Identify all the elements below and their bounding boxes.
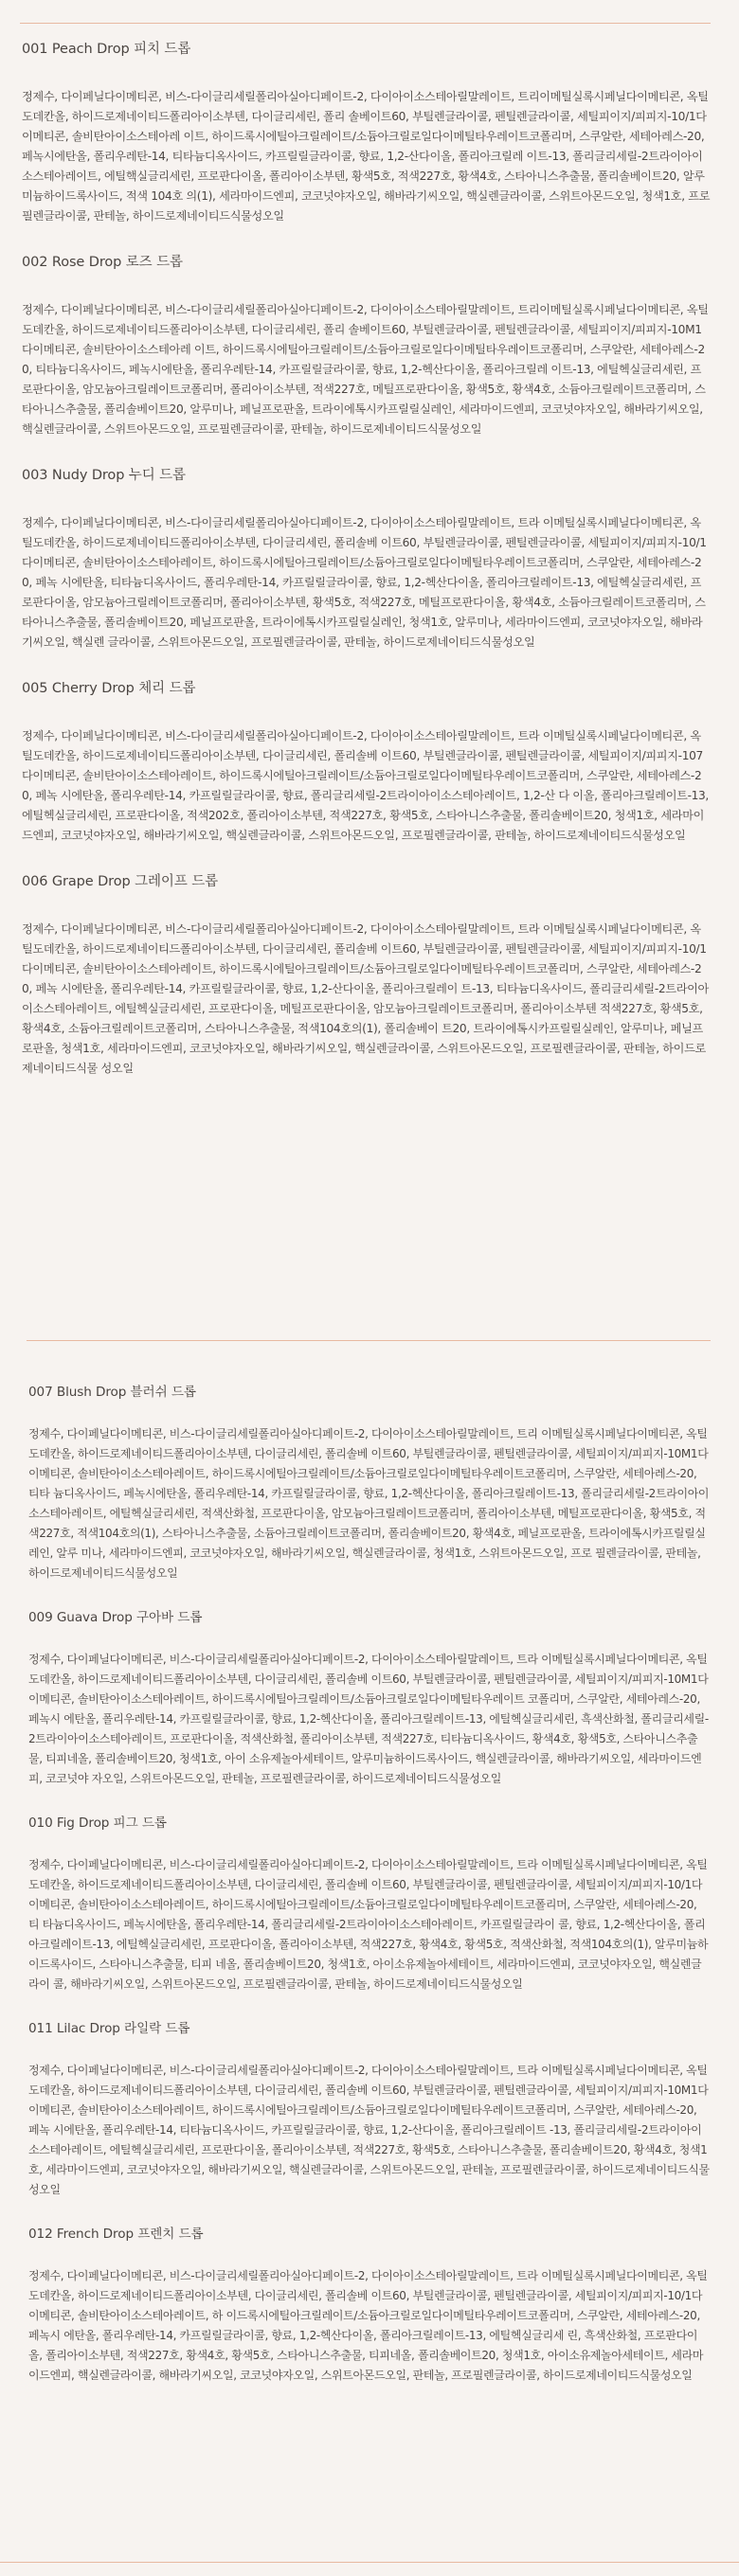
product-entry (22, 679, 711, 846)
product-entry (28, 1608, 711, 1789)
product-title: 005 Cherry Drop 체리 드롭 (22, 681, 196, 696)
product-title: 007 Blush Drop 블러쉬 드롭 (28, 1385, 196, 1400)
product-entry (22, 872, 711, 1079)
product-title: 003 Nudy Drop 누디 드롭 (22, 468, 186, 483)
product-title: 010 Fig Drop 피그 드롭 (28, 1816, 167, 1831)
product-ingredients: 정제수, 다이페닐다이메티콘, 비스-다이글리세릴폴리아실아디페이트-2, 다이아이소스테아릴말레이트, 트라 이메틸실록시페닐다이메티콘, 옥틸도데칸올, 하이드로제네이티드폴리아이소부텐, 다이글리세린, 폴리솔베 이트60, 부틸렌글라이콜, 펜틸렌글라이콜, 세틸피이지/피피지-107다이메티콘, 솔비탄아이소스테아레이트, 하이드록시에틸아크릴레이트/소듐아크릴로일다이메틸타우레이트코폴리머, 스쿠알란, 세테아레스-20, 페녹 시에탄올, 폴리우레탄-14, 카프릴릴글라이콜, 향료, 폴리글리세릴-2트라이아이소스테아레이트, 1,2-산 다 이올, 폴리아크릴레이트-13, 에틸헥실글리세린, 프로판다이올, 적색202호, 폴리아이소부텐, 적색227호, 황색5호, 스타아니스추출물, 폴리솔베이트20, 청색1호, 세라마이드엔피, 코코넛야자오일, 해바라기씨오일, 핵실렌글라이콜, 스위트아몬드오일, 프로필렌글라이콜, 판테놀, 하이드로제네이티드식물성오일 (22, 729, 709, 842)
product-title: 002 Rose Drop 로즈 드롭 (22, 255, 183, 270)
product-ingredients: 정제수, 다이페닐다이메티콘, 비스-다이글리세릴폴리아실아디페이트-2, 다이아이소스테아릴말레이트, 트라 이메틸실록시페닐다이메티콘, 옥틸도데칸올, 하이드로제네이티드폴리아이소부텐, 다이글리세린, 폴리솔베 이트60, 부틸렌글라이콜, 펜틸렌글라이콜, 세틸피이지/피피지-10/1다이메티콘, 솔비탄아이소스테아레이트, 하 이드록시에틸아크릴레이트/소듐아크릴로일다이메틸타우레이트코폴리머, 스쿠알란, 세테아레스-20, 페녹시 에탄올, 폴리우레탄-14, 카프릴릴글라이콜, 향료, 1,2-헥산다이올, 폴리아크릴레이트-13, 에틸헥실글리세 린, 흑색산화철, 프로판다이올, 폴리아이소부텐, 적색227호, 황색4호, 황색5호, 스타아니스추출물, 티피네올, 폴리솔베이트20, 청색1호, 아이소유제놀아세테이트, 세라마이드엔피, 핵실렌글라이콜, 해바라기씨오일, 코코넛야자오일, 스위트아몬드오일, 판테놀, 프로필렌글라이콜, 하이드로제네이티드식물성오일 (28, 2269, 708, 2382)
product-entry (28, 2019, 711, 2200)
product-entry (28, 1383, 711, 1583)
product-title: 006 Grape Drop 그레이프 드롭 (22, 874, 219, 889)
product-ingredients: 정제수, 다이페닐다이메티콘, 비스-다이글리세릴폴리아실아디페이트-2, 다이아이소스테아릴말레이트, 트리 이메틸실록시페닐다이메티콘, 옥틸도데칸올, 하이드로제네이티드폴리아이소부텐, 다이글리세린, 폴리솔베 이트60, 부틸렌글라이콜, 펜틸렌글라이콜, 세틸피이지/피피지-10M1다이메티콘, 솔비탄아이소스테아레이트, 하이드록시에틸아크릴레이트/소듐아크릴로일다이메틸타우레이트코폴리머, 스쿠알란, 세테아레스-20, 티타 늄디옥사이드, 페녹시에탄올, 폴리우레탄-14, 카프릴릴글라이콜, 향료, 1,2-헥산다이올, 폴리아크릴레이트-13, 폴리글리세릴-2트라이아이소스테아레이트, 에틸헥실글리세린, 적색산화철, 프로판다이올, 암모늄아크릴레이트코폴리머, 폴리아이소부텐, 메틸프로판다이올, 황색5호, 적색227호, 적색104호의(1), 스타아니스추출물, 소듐아크릴레이트코폴리머, 폴리솔베이트20, 황색4호, 페닐프로판올, 트라이에톡시카프릴릴실레인, 알루 미나, 세라마이드엔피, 코코넛야자오일, 해바라기씨오일, 핵실렌글라이콜, 청색1호, 스위트아몬드오일, 프로 필렌글라이콜, 판테놀, 하이드로제네이티드식물성오일 (28, 1427, 710, 1580)
product-title: 009 Guava Drop 구아바 드롭 (28, 1610, 203, 1625)
product-entry (22, 40, 711, 226)
product-ingredients: 정제수, 다이페닐다이메티콘, 비스-다이글리세릴폴리아실아디페이트-2, 다이아이소스테아릴말레이트, 트라 이메틸실록시페닐다이메티콘, 옥틸도데칸올, 하이드로제네이티드폴리아이소부텐, 다이글리세린, 폴리솔베 이트60, 부틸렌글라이콜, 펜틸렌글라이콜, 세틸피이지/피피지-10M1다이메티콘, 솔비탄아이소스테아레이트, 하이드록시에틸아크릴레이트/소듐아크릴로일다이메틸타우레이트 코폴리머, 스쿠알란, 세테아레스-20, 페녹시 에탄올, 폴리우레탄-14, 카프릴릴글라이콜, 향료, 1,2-헥산다이올, 폴리아크릴레이트-13, 에틸헥실글리세린, 흑색산화철, 폴리글리세릴-2트라이아이소스테아레이트, 프로판다이올, 적색산화철, 폴리아이소부텐, 적색227호, 티타늄디옥사이드, 황색4호, 황색5호, 스타아니스추출물, 티피네올, 폴리솔베이트20, 청색1호, 아이 소유제놀아세테이트, 알루미늄하이드록사이드, 핵실렌글라이콜, 해바라기씨오일, 세라마이드엔피, 코코넛야 자오일, 스위트아몬드오일, 판테놀, 프로필렌글라이콜, 하이드로제네이티드식물성오일 (28, 1653, 709, 1785)
product-ingredients: 정제수, 다이페닐다이메티콘, 비스-다이글리세릴폴리아실아디페이트-2, 다이아이소스테아릴말레이트, 트라 이메틸실록시페닐다이메티콘, 옥틸도데칸올, 하이드로제네이티드폴리아이소부텐, 다이글리세린, 폴리솔베 이트60, 부틸렌글라이콜, 펜틸렌글라이콜, 세틸피이지/피피지-10/1다이메티콘, 솔비탄아이소스테아레이트, 하이드록시에틸아크릴레이트/소듐아크릴로일다이메틸타우레이트코폴리머, 스쿠알란, 세테아레스-20, 페녹 시에탄올, 폴리우레탄-14, 카프릴릴글라이콜, 향료, 1,2-산다이올, 폴리아크릴레이 트-13, 티타늄디옥사이드, 폴리글리세릴-2트라이아이소스테아레이트, 에틸헥실글리세린, 프로판다이올, 메틸프로판다이올, 암모늄아크릴레이트코폴리머, 폴리아이소부텐 적색227호, 황색5호, 황색4호, 소듐아크릴레이트코폴리머, 스타아니스추출물, 적색104호의(1), 폴리솔베이 트20, 트라이에톡시카프릴릴실레인, 알루미나, 페닐프로판올, 청색1호, 세라마이드엔피, 코코넛야자오일, 해바라기씨오일, 핵실렌글라이콜, 스위트아몬드오일, 프로필렌글라이콜, 판테놀, 하이드로제네이티드식물 성오일 (22, 922, 709, 1075)
section-divider (20, 23, 711, 24)
section-spacer (28, 1341, 711, 1383)
product-title: 001 Peach Drop 피치 드롭 (22, 42, 191, 57)
product-title: 011 Lilac Drop 라일락 드롭 (28, 2021, 190, 2036)
section-divider-bottom (0, 2562, 739, 2563)
product-entry (28, 2225, 711, 2386)
ingredient-section-2 (0, 1340, 739, 2576)
product-entry (28, 1814, 711, 1995)
product-ingredients: 정제수, 다이페닐다이메티콘, 비스-다이글리세릴폴리아실아디페이트-2, 다이아이소스테아릴말레이트, 트라 이메틸실록시페닐다이메티콘, 옥틸도데칸올, 하이드로제네이티드폴리아이소부텐, 다이글리세린, 폴리솔베 이트60, 부틸렌글라이콜, 펜틸렌글라이콜, 세틸피이지/피피지-10/1다이메티콘, 솔비탄아이소스테아레이트, 하이드록시에틸아크릴레이트/소듐아크릴로일다이메틸타우레이트코폴리머, 스쿠알란, 세테아레스-20, 페녹 시에탄올, 티타늄디옥사이드, 폴리우레탄-14, 카프릴릴글라이콜, 향료, 1,2-헥산다이올, 폴리아크릴레이트-13, 에틸헥실글리세린, 프로판다이올, 암모늄아크릴레이트코폴리머, 폴리아이소부텐, 황색5호, 적색227호, 메틸프로판다이올, 황색4호, 소듐아크릴레이트코폴리머, 스타아니스추출물, 폴리솔베이트20, 페닐프로판올, 트라이에톡시카프릴릴실레인, 청색1호, 알루미나, 세라마이드엔피, 코코넛야자오일, 해바라기씨오일, 핵실렌 글라이콜, 스위트아몬드오일, 프로필렌글라이콜, 판테놀, 하이드로제네이티드식물성오일 (22, 516, 707, 649)
product-entry (22, 253, 711, 439)
product-entry (22, 466, 711, 653)
product-ingredients: 정제수, 다이페닐다이메티콘, 비스-다이글리세릴폴리아실아디페이트-2, 다이아이소스테아릴말레이트, 트리이메틸실록시페닐다이메티콘, 옥틸도데칸올, 하이드로제네이티드폴리아이소부텐, 다이글리세린, 폴리 솔베이트60, 부틸렌글라이콜, 펜틸렌글라이콜, 세틸피이지/피피지-10M1다이메티콘, 솔비탄아이소스테아레 이트, 하이드록시에틸아크릴레이트/소듐아크릴로일다이메틸타우레이트코폴리머, 스쿠알란, 세테아레스-20, 티타늄디옥사이드, 페녹시에탄올, 폴리우레탄-14, 카프릴릴글라이콜, 향료, 1,2-헥산다이올, 폴리아크릴레 이트-13, 에틸헥실글리세린, 프로판다이올, 암모늄아크릴레이트코폴리머, 폴리아이소부텐, 적색227호, 메틸프로판다이올, 황색5호, 황색4호, 소듐아크릴레이트코폴리머, 스타아니스추출물, 폴리솔베이트20, 알루미나, 페닐프로판올, 트라이에톡시카프릴릴실레인, 세라마이드엔피, 코코넛야자오일, 해바라기씨오일, 핵실렌글라이콜, 스위트아몬드오일, 프로필렌글라이콜, 판테놀, 하이드로제네이티드식물성오일 (22, 303, 709, 436)
product-ingredients: 정제수, 다이페닐다이메티콘, 비스-다이글리세릴폴리아실아디페이트-2, 다이아이소스테아릴말레이트, 트라 이메틸실록시페닐다이메티콘, 옥틸도데칸올, 하이드로제네이티드폴리아이소부텐, 다이글리세린, 폴리솔베 이트60, 부틸렌글라이콜, 펜틸렌글라이콜, 세틸피이지/피피지-10M1다이메티콘, 솔비탄아이소스테아레이트, 하이드록시에틸아크릴레이트/소듐아크릴로일다이메틸타우레이트코폴리머, 스쿠알란, 세테아레스-20, 페녹 시에탄올, 폴리우레탄-14, 티타늄디옥사이드, 카프릴릴글라이콜, 향료, 1,2-산다이올, 폴리아크릴레이트 -13, 폴리글리세릴-2트라이아이소스테아레이트, 에틸헥실글리세린, 프로판다이올, 폴리아이소부텐, 적색227호, 황색5호, 스타아니스추출물, 폴리솔베이트20, 황색4호, 청색1호, 세라마이드엔피, 코코넛야자오일, 해바라기씨오일, 핵실렌글라이콜, 스위트아몬드오일, 판테놀, 프로필렌글라이콜, 하이드로제네이티드식물성오일 (28, 2064, 710, 2196)
product-ingredients: 정제수, 다이페닐다이메티콘, 비스-다이글리세릴폴리아실아디페이트-2, 다이아이소스테아릴말레이트, 트라 이메틸실록시페닐다이메티콘, 옥틸도데칸올, 하이드로제네이티드폴리아이소부텐, 다이글리세린, 폴리솔베 이트60, 부틸렌글라이콜, 펜틸렌글라이콜, 세틸피이지/피피지-10/1다이메티콘, 솔비탄아이소스테아레이트, 하이드록시에틸아크릴레이트/소듐아크릴로일다이메틸타우레이트코폴리머, 스쿠알란, 세테아레스-20, 티 타늄디옥사이드, 페녹시에탄올, 폴리우레탄-14, 폴리글리세릴-2트라이아이소스테아레이트, 카프릴릴글라이 콜, 향료, 1,2-헥산다이올, 폴리아크릴레이트-13, 에틸헥실글리세린, 프로판다이올, 폴리아이소부텐, 적색227호, 황색4호, 황색5호, 적색산화철, 적색104호의(1), 알루미늄하이드록사이드, 스타아니스추출물, 티피 네올, 폴리솔베이트20, 청색1호, 아이소유제놀아세테이트, 세라마이드엔피, 코코넛야자오일, 핵실렌글라이 콜, 해바라기씨오일, 스위트아몬드오일, 프로필렌글라이콜, 판테놀, 하이드로제네이티드식물성오일 (28, 1858, 709, 1991)
product-title: 012 French Drop 프렌치 드롭 (28, 2227, 204, 2242)
product-ingredients: 정제수, 다이페닐다이메티콘, 비스-다이글리세릴폴리아실아디페이트-2, 다이아이소스테아릴말레이트, 트리이메틸실록시페닐다이메티콘, 옥틸도데칸올, 하이드로제네이티드폴리아이소부텐, 다이글리세린, 폴리 솔베이트60, 부틸렌글라이콜, 펜틸렌글라이콜, 세틸피이지/피피지-10/1다이메티콘, 솔비탄아이소스테아레 이트, 하이드록시에틸아크릴레이트/소듐아크릴로일다이메틸타우레이트코폴리머, 스쿠알란, 세테아레스-20, 페녹시에탄올, 폴리우레탄-14, 티타늄디옥사이드, 카프릴릴글라이콜, 향료, 1,2-산다이올, 폴리아크릴레 이트-13, 폴리글리세릴-2트라이아이소스테아레이트, 에틸핵실글리세린, 프로판다이올, 폴리아이소부텐, 황색5호, 적색227호, 황색4호, 스타아니스추출물, 폴리솔베이트20, 알루미늄하이드록사이드, 적색 104호 의(1), 세라마이드엔피, 코코넛야자오일, 해바라기씨오일, 핵실렌글라이콜, 스위트아몬드오일, 청색1호, 프로 필렌글라이콜, 판테놀, 하이드로제네이티드식물성오일 (22, 90, 711, 223)
